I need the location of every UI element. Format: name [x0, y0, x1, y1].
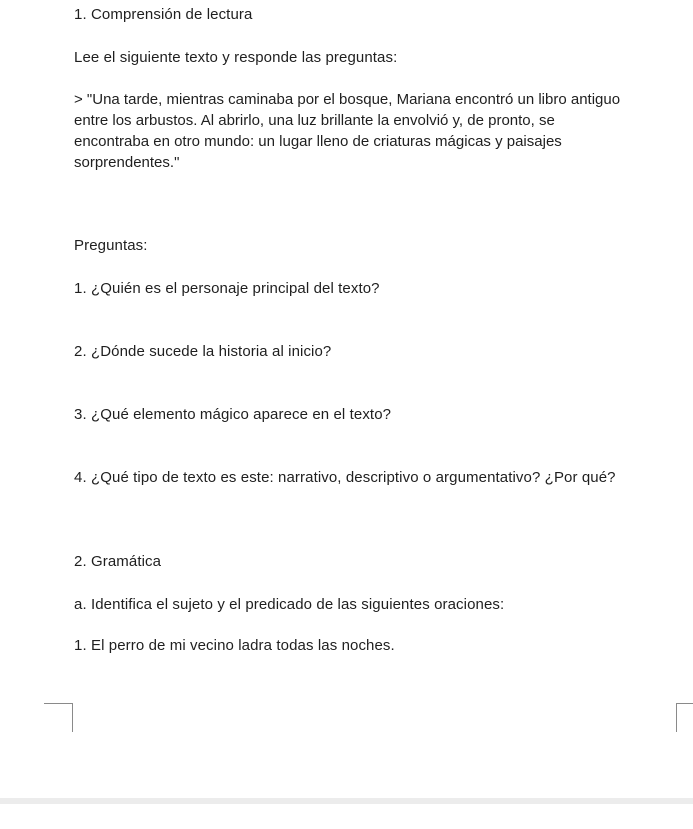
page-margin-corner-left [44, 703, 73, 732]
question-1: 1. ¿Quién es el personaje principal del texto? [74, 280, 380, 297]
section-1-heading: 1. Comprensión de lectura [74, 6, 253, 23]
question-3: 3. ¿Qué elemento mágico aparece en el texto? [74, 406, 392, 423]
section-2-heading: 2. Gramática [74, 553, 162, 570]
page-margin-corner-right [676, 703, 693, 732]
passage-line: > "Una tarde, mientras caminaba por el bosque, Mariana encontró un libro antiguo [74, 91, 621, 108]
reading-instruction: Lee el siguiente texto y responde las preguntas: [74, 49, 398, 66]
page-separator [0, 798, 693, 804]
question-2: 2. ¿Dónde sucede la historia al inicio? [74, 343, 332, 360]
question-4: 4. ¿Qué tipo de texto es este: narrativo, descriptivo o argumentativo? ¿Por qué? [74, 469, 616, 486]
passage-line: encontraba en otro mundo: un lugar lleno de criaturas mágicas y paisajes [74, 133, 562, 150]
questions-label: Preguntas: [74, 237, 148, 254]
passage-line: entre los arbustos. Al abrirlo, una luz brillante la envolvió y, de pronto, se [74, 112, 555, 129]
reading-passage [74, 89, 674, 173]
grammar-sentence-1: 1. El perro de mi vecino ladra todas las noches. [74, 637, 395, 654]
passage-line: sorprendentes." [74, 154, 180, 171]
grammar-instruction: a. Identifica el sujeto y el predicado de las siguientes oraciones: [74, 596, 505, 613]
